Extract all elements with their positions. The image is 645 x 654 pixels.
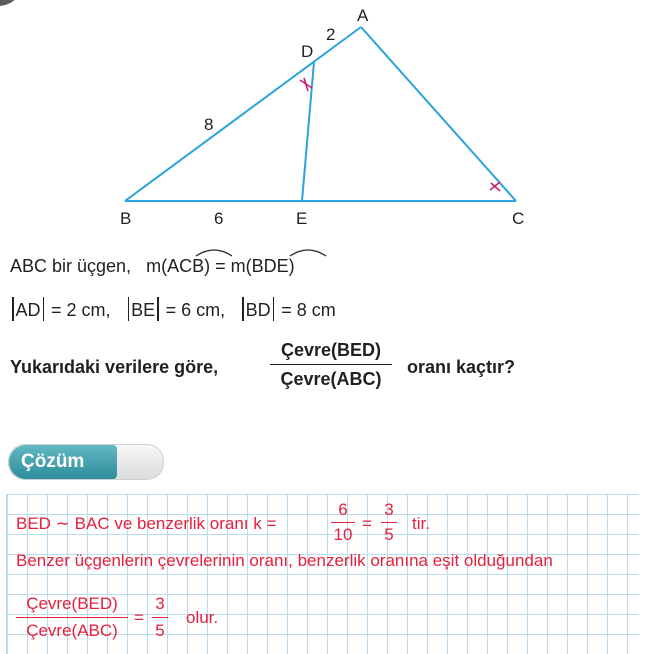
value-bd: = 8 cm bbox=[281, 300, 336, 320]
solution-line-3-suffix: olur. bbox=[186, 608, 219, 627]
question-prefix: Yukarıdaki verilere göre, bbox=[10, 357, 219, 377]
length-be: 6 bbox=[214, 209, 224, 228]
equals-sign-2: = bbox=[134, 608, 144, 627]
ratio-k-fraction: 6 10 bbox=[331, 500, 355, 545]
segment-bd: BD bbox=[245, 300, 271, 320]
label-a: A bbox=[357, 6, 369, 25]
value-ad: = 2 cm, bbox=[51, 300, 111, 320]
length-bd: 8 bbox=[204, 115, 214, 134]
label-e: E bbox=[296, 209, 308, 228]
question-suffix: oranı kaçtır? bbox=[407, 357, 516, 377]
solution-line-1-suffix: tir. bbox=[412, 514, 430, 533]
ratio-simplified-fraction: 3 5 bbox=[381, 500, 397, 545]
value-be: = 6 cm, bbox=[165, 300, 226, 320]
segment-be: BE bbox=[131, 300, 156, 320]
solution-line-1: BED ∼ BAC ve benzerlik oranı k = bbox=[16, 514, 277, 533]
solution-line-2: Benzer üçgenlerin çevrelerinin oranı, benzerlik oranına eşit olduğundan bbox=[16, 551, 553, 570]
segment-ad: AD bbox=[15, 300, 41, 320]
label-b: B bbox=[120, 209, 132, 228]
problem-intro: ABC bir üçgen, bbox=[10, 256, 132, 276]
perimeter-result-fraction: 3 5 bbox=[152, 594, 168, 641]
length-ad: 2 bbox=[326, 25, 336, 44]
question-numerator: Çevre(BED) bbox=[280, 340, 382, 360]
label-d: D bbox=[301, 42, 314, 61]
angle-acb: ACB bbox=[167, 256, 205, 276]
angle-bde: BDE bbox=[251, 256, 289, 276]
perimeter-ratio-fraction: Çevre(BED) Çevre(ABC) bbox=[16, 594, 128, 641]
problem-line-2 bbox=[10, 297, 336, 321]
solution-badge-label: Çözüm bbox=[9, 445, 117, 479]
angle-hats bbox=[0, 0, 645, 270]
equals-sign-1: = bbox=[362, 514, 372, 533]
solution-badge bbox=[8, 444, 164, 480]
angle-expression: m(ACB) = m(BDE) bbox=[146, 256, 295, 276]
label-c: C bbox=[512, 209, 525, 228]
question-denominator: Çevre(ABC) bbox=[280, 369, 382, 389]
question-fraction bbox=[270, 340, 392, 390]
